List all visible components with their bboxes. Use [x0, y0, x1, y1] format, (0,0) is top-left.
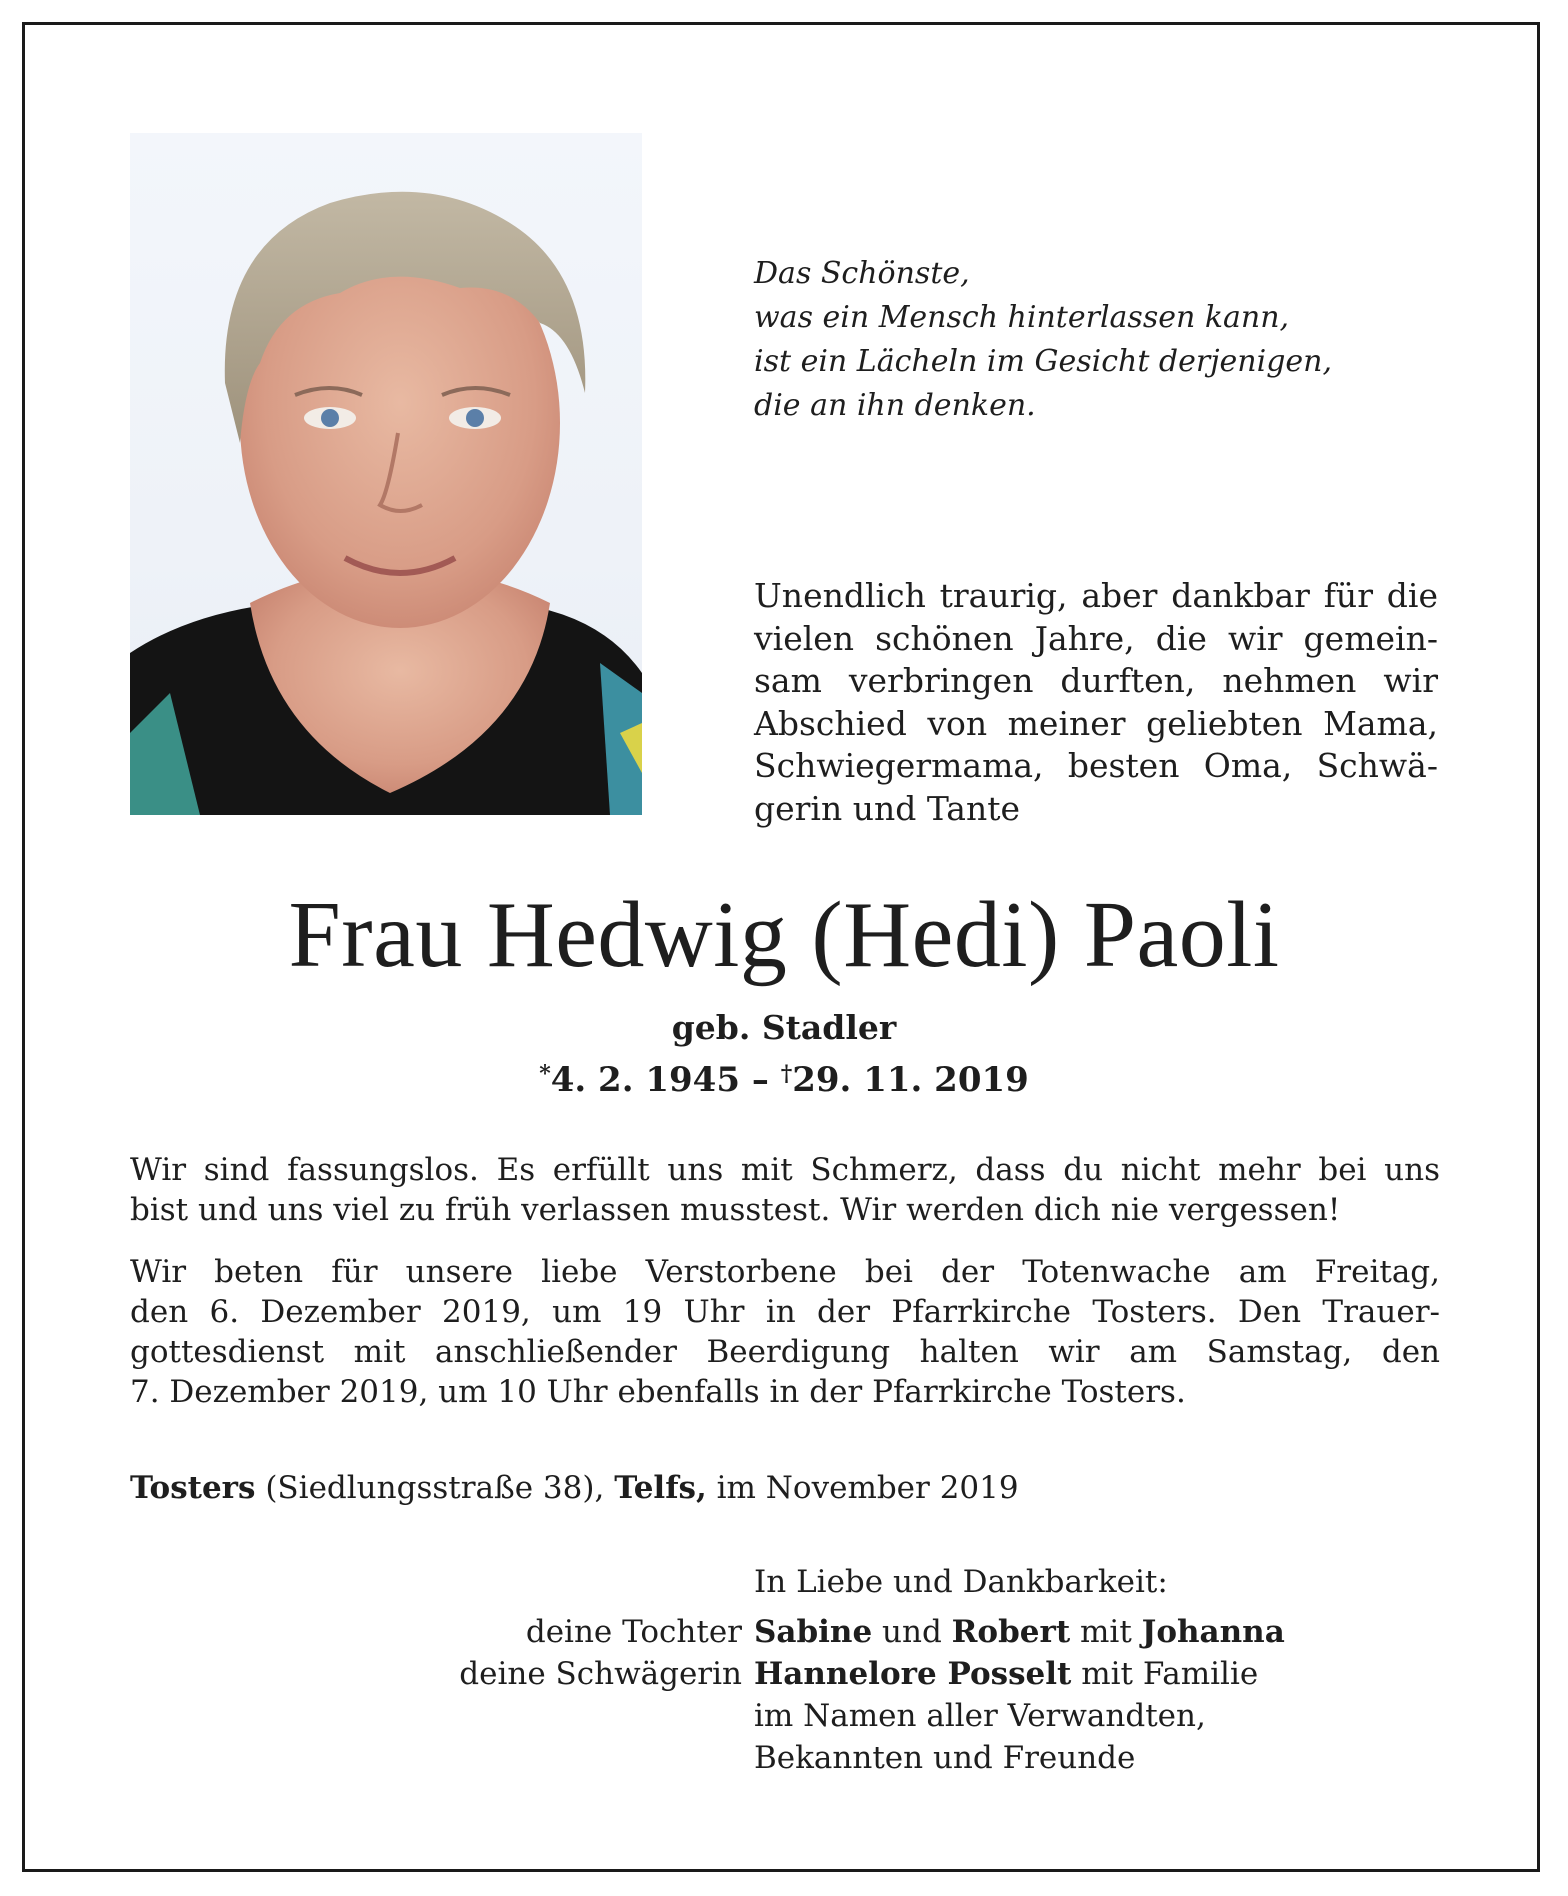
quote-line: die an ihn denken.: [754, 388, 1036, 423]
quote-block: [754, 252, 1474, 428]
intro-line: Unendlich traurig, aber dankbar für die: [754, 576, 1438, 615]
town-telfs: Telfs,: [614, 1470, 707, 1506]
relation-daughter: deine Tochter: [525, 1614, 742, 1650]
name-sabine: Sabine: [754, 1614, 873, 1650]
death-date: 29. 11. 2019: [792, 1060, 1029, 1100]
portrait-photo: [130, 133, 642, 815]
paragraph-line: 7. Dezember 2019, um 10 Uhr ebenfalls in der Pfarrkirche Tosters.: [130, 1374, 1186, 1410]
intro-line: sam verbringen durften, nehmen wir: [754, 661, 1438, 700]
town-tosters: Tosters: [130, 1470, 256, 1506]
intro-line: vielen schönen Jahre, die wir gemein-: [754, 618, 1438, 658]
paragraph-line: den 6. Dezember 2019, um 19 Uhr in der Pfarrkirche Tosters. Den Trauer-: [130, 1294, 1440, 1330]
paragraph-line: Wir sind fassungslos. Es erfüllt uns mit Schmerz, dass du nicht mehr bei uns: [130, 1152, 1440, 1188]
signature-heading: In Liebe und Dankbarkeit:: [754, 1564, 1168, 1600]
deceased-name: Frau Hedwig (Hedi) Paoli: [288, 883, 1280, 987]
name-hannelore: Hannelore Posselt: [754, 1656, 1072, 1692]
intro-line: Abschied von meiner geliebten Mama,: [754, 703, 1438, 743]
signature-row-daughter: [754, 1612, 1285, 1652]
signature-row-sister-in-law: [754, 1654, 1258, 1694]
paragraph-grief: [130, 1150, 1440, 1230]
death-symbol: †: [780, 1061, 793, 1087]
name-robert: Robert: [951, 1614, 1071, 1650]
name-johanna: Johanna: [1141, 1614, 1285, 1650]
portrait-photo-icon: [130, 133, 642, 815]
birth-date: 4. 2. 1945: [550, 1060, 740, 1100]
connector-text: mit: [1070, 1614, 1142, 1650]
paragraph-line: bist und uns viel zu früh verlassen musstest. Wir werden dich nie vergessen!: [130, 1192, 1341, 1228]
quote-line: Das Schönste,: [754, 256, 970, 291]
date-dash: –: [740, 1060, 781, 1100]
place-date: [130, 1468, 1019, 1508]
life-dates: [0, 1052, 1568, 1102]
paragraph-service: [130, 1252, 1440, 1412]
birth-symbol: *: [539, 1061, 551, 1087]
address: (Siedlungsstraße 38),: [255, 1470, 615, 1506]
maiden-name: geb. Stadler: [671, 1008, 897, 1047]
paragraph-line: Wir beten für unsere liebe Verstorbene bei der Totenwache am Freitag,: [130, 1254, 1440, 1290]
signature-line-relatives: im Namen aller Verwandten,: [754, 1698, 1206, 1734]
paragraph-line: gottesdienst mit anschließender Beerdigung halten wir am Samstag, den: [130, 1334, 1440, 1370]
connector-text: und: [872, 1614, 952, 1650]
intro-text: [754, 575, 1438, 830]
notice-date: im November 2019: [706, 1470, 1019, 1506]
intro-line: gerin und Tante: [754, 788, 1021, 828]
quote-line: was ein Mensch hinterlassen kann,: [754, 300, 1290, 335]
intro-line: Schwiegermama, besten Oma, Schwä-: [754, 746, 1438, 785]
signature-line-friends: Bekannten und Freunde: [754, 1740, 1136, 1776]
connector-text: mit Familie: [1071, 1656, 1259, 1692]
relation-sister-in-law: deine Schwägerin: [459, 1656, 742, 1692]
quote-line: ist ein Lächeln im Gesicht derjenigen,: [754, 344, 1333, 379]
